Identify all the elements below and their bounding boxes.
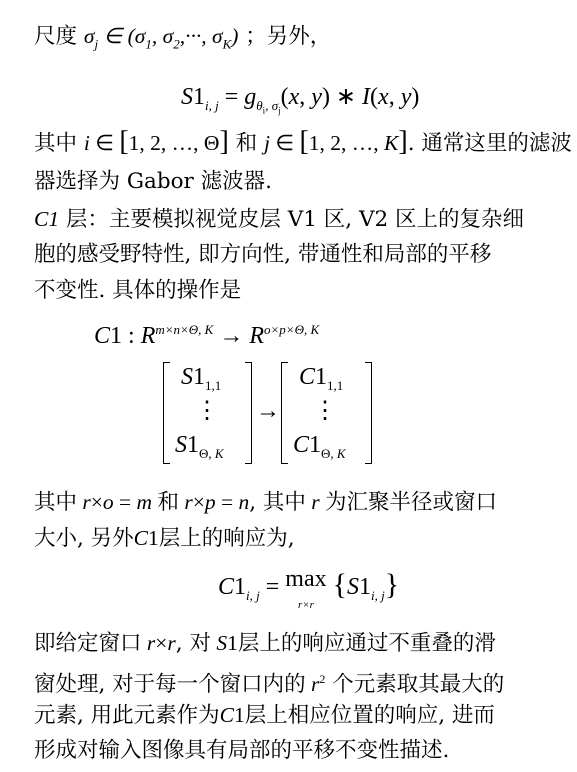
matrix-mapping: $S1_{1,1}$ ⋮ $S1_{\Theta, K}$ → $C1_{1,1}$ ⋮ $C1_{\Theta, K}$ [163,360,378,468]
math-j-range: j ∈ [1, 2, …, K] [263,126,408,157]
text-line-17: 元素, 用此元素作为C1层上相应位置的响应, 进而 [34,703,495,728]
equation-c1-max: $C1_{i, j} = \max$ r×r $\{S1_{i, j}\}$ [218,566,400,611]
text-line-3 [34,128,572,158]
text-size: 大小, 另外 [34,526,134,551]
text-pool-radius: 为汇聚半径或窗口 [325,490,498,515]
math-r-o: r [77,490,91,514]
text-c1-desc: 层：主要模拟视觉皮层 V1 区, V2 区上的复杂细 [59,207,525,232]
text-line-12: 其中 r×o = m 和 r×p = n, 其中 r 为汇聚半径或窗口 [34,490,498,515]
text-line-4: 器选择为 Gabor 滤波器. [34,169,272,194]
text-line-6: 胞的感受野特性, 即方向性, 带通性和局部的平移 [34,242,492,267]
math-i-range: i ∈ [1, 2, …, Θ] [83,126,229,157]
equation-c1-mapping: C1 : $R^{m\times n\times\Theta, K} \to R^{o\times p\times\Theta, K}$ [94,322,320,349]
text-line-16: 窗处理, 对于每一个窗口内的 $r^2$ 个元素取其最大的 [34,672,505,698]
text-tail-3: . 通常这里的滤波 [407,131,572,156]
text-line-13: 大小, 另外C1层上的响应为, [34,526,295,551]
text-tail: ；另外， [245,24,332,49]
text-line-15: 即给定窗口 r×r, 对 S1层上的响应通过不重叠的滑 [34,631,496,656]
text-window: 即给定窗口 [34,631,142,656]
equation-s1: $S1_{i, j} = g_{\theta_i, \sigma_j}(x$, y) ∗ I(x, y) [181,84,420,116]
text-response: 层上的响应为, [158,526,295,551]
text-line-18: 形成对输入图像具有局部的平移不变性描述. [34,738,450,763]
text-elements: 个元素取其最大的 [332,672,505,698]
text-dui: , 对 [175,631,211,656]
text-position: 层上相应位置的响应, 进而 [244,703,495,728]
math-sigma-j: $\sigma_j$ ∈ ($\sigma_1$, $\sigma_2,\cdot\cdot\cdot$, $\sigma_K$) [83,24,239,52]
text-qizhong-2: 其中 [34,490,78,515]
text-line-5 [34,205,524,234]
text-window-proc: 窗处理, 对于每一个窗口内的 [34,672,306,698]
text-line-1 [34,22,331,58]
text-he: 和 [235,131,258,156]
math-c1: C1 [34,207,60,231]
text-qizhong: 其中 [34,131,78,156]
text-sliding: 层上的响应通过不重叠的滑 [237,631,496,656]
text-qizhong-3: , 其中 [249,490,306,515]
text-line-7: 不变性. 具体的操作是 [34,278,242,303]
text-use-element: 元素, 用此元素作为 [34,703,220,728]
text-he-2: 和 [157,490,179,515]
text-scale: 尺度 [34,24,78,49]
